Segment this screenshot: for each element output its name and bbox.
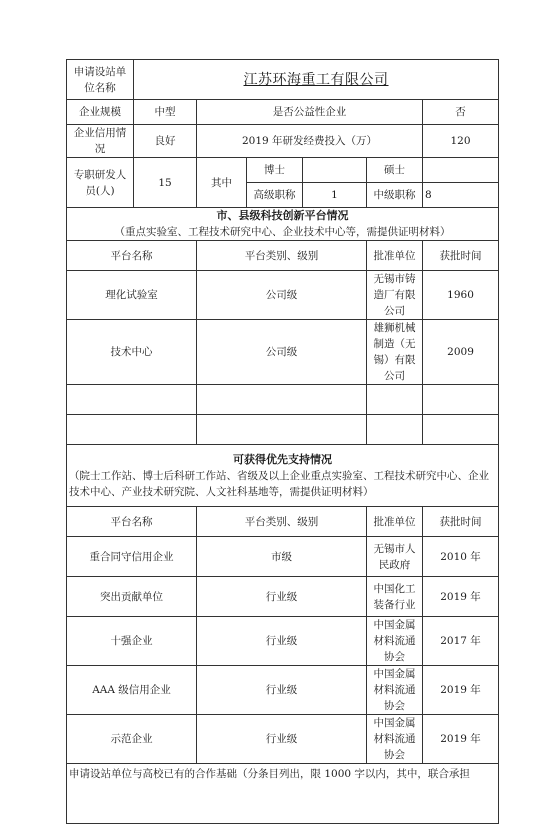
unit-name-label: 申请设站单位名称: [67, 60, 134, 100]
middle-title-value: 8: [423, 183, 499, 208]
table-row-approver: 中国金属材料流通协会: [367, 617, 423, 666]
table-row-time: 2010 年: [423, 537, 499, 577]
section1-title: 市、县级科技创新平台情况: [216, 209, 349, 222]
rd-investment-value: 120: [423, 125, 499, 158]
phd-value: [303, 158, 367, 183]
public-welfare-value: 否: [423, 100, 499, 125]
section2-heading: [67, 445, 499, 507]
table-row-approver: 无锡市人民政府: [367, 537, 423, 577]
table-row-time: 2017 年: [423, 617, 499, 666]
table-row-approver: 中国金属材料流通协会: [367, 666, 423, 715]
table-row-name: 技术中心: [67, 320, 197, 385]
table-row-level: 公司级: [197, 320, 367, 385]
master-label: 硕士: [367, 158, 423, 183]
public-welfare-label: 是否公益性企业: [197, 100, 423, 125]
table-row-time: [423, 385, 499, 415]
cooperation-basis: 申请设站单位与高校已有的合作基础（分条目列出，限 1000 字以内，其中，联合承担: [67, 764, 499, 824]
table-row-name: 理化试验室: [67, 271, 197, 320]
section2-title: 可获得优先支持情况: [233, 452, 333, 466]
table-row-time: 2009: [423, 320, 499, 385]
table-row-name: 突出贡献单位: [67, 577, 197, 617]
section2-header-name: 平台名称: [67, 507, 197, 537]
table-row-level: 行业级: [197, 617, 367, 666]
table-row-level: 行业级: [197, 577, 367, 617]
senior-title-label: 高级职称: [247, 183, 303, 208]
table-row-name: 示范企业: [67, 715, 197, 764]
table-row-approver: 中国金属材料流通协会: [367, 715, 423, 764]
section2-header-time: 获批时间: [423, 507, 499, 537]
table-row-level: [197, 385, 367, 415]
credit-label: 企业信用情况: [67, 125, 134, 158]
middle-title-label: 中级职称: [367, 183, 423, 208]
table-row-time: 2019 年: [423, 577, 499, 617]
application-form: [66, 59, 498, 792]
table-row-approver: 中国化工装备行业: [367, 577, 423, 617]
section1-header-approver: 批准单位: [367, 241, 423, 271]
rd-staff-label: 专职研发人员(人): [67, 158, 134, 208]
company-name: 江苏环海重工有限公司: [134, 60, 499, 100]
table-row-time: 2019 年: [423, 666, 499, 715]
table-row-name: 十强企业: [67, 617, 197, 666]
scale-value: 中型: [134, 100, 197, 125]
section1-header-name: 平台名称: [67, 241, 197, 271]
senior-title-value: 1: [303, 183, 367, 208]
section1-note: （重点实验室、工程技术研究中心、企业技术中心等，需提供证明材料）: [114, 226, 451, 238]
section2-note: （院士工作站、博士后科研工作站、省级及以上企业重点实验室、工程技术研究中心、企业技术中心、产业技术研究院、人文社科基地等，需提供证明材料）: [69, 469, 489, 498]
credit-value: 良好: [134, 125, 197, 158]
table-row-name: [67, 385, 197, 415]
table-row-name: [67, 415, 197, 445]
table-row-time: 2019 年: [423, 715, 499, 764]
form-table: [66, 59, 499, 824]
rd-investment-label: 2019 年研发经费投入（万）: [197, 125, 423, 158]
rd-staff-value: 15: [134, 158, 197, 208]
table-row-level: 行业级: [197, 715, 367, 764]
table-row-approver: [367, 415, 423, 445]
among-label: 其中: [197, 158, 247, 208]
table-row-level: [197, 415, 367, 445]
phd-label: 博士: [247, 158, 303, 183]
master-value: [423, 158, 499, 183]
table-row-time: [423, 415, 499, 445]
section1-header-level: 平台类别、级别: [197, 241, 367, 271]
table-row-approver: 无锡市铸造厂有限公司: [367, 271, 423, 320]
table-row-name: 重合同守信用企业: [67, 537, 197, 577]
section2-header-level: 平台类别、级别: [197, 507, 367, 537]
section1-header-time: 获批时间: [423, 241, 499, 271]
table-row-approver: 雄狮机械制造（无锡）有限公司: [367, 320, 423, 385]
table-row-name: AAA 级信用企业: [67, 666, 197, 715]
table-row-level: 行业级: [197, 666, 367, 715]
section1-heading: [67, 208, 499, 241]
table-row-level: 公司级: [197, 271, 367, 320]
table-row-level: 市级: [197, 537, 367, 577]
table-row-time: 1960: [423, 271, 499, 320]
section2-header-approver: 批准单位: [367, 507, 423, 537]
table-row-approver: [367, 385, 423, 415]
scale-label: 企业规模: [67, 100, 134, 125]
